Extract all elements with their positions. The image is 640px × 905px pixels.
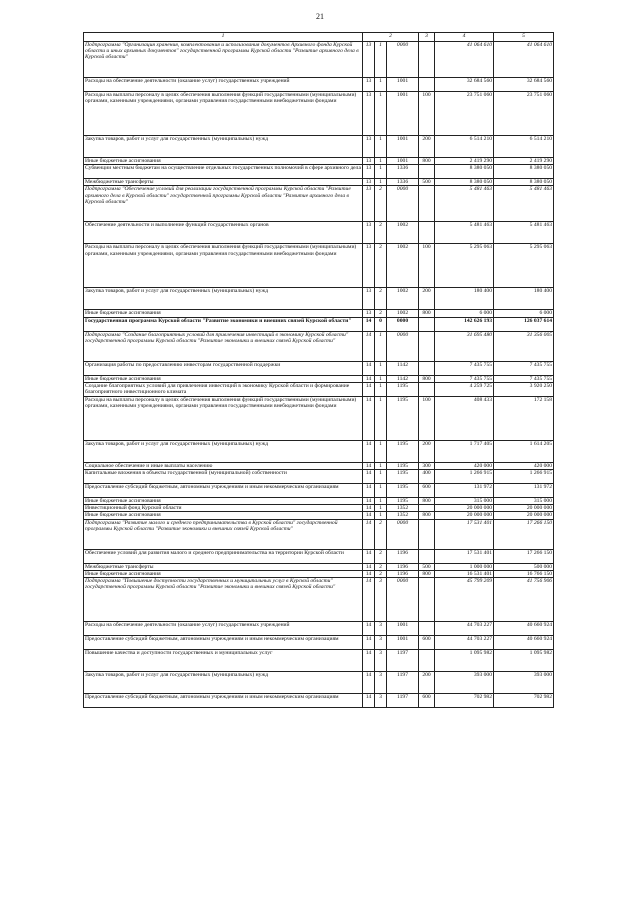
row-name: Организация работы по предоставлению инвесторам государственной поддержки [84,361,363,375]
row-amount-year-1: 23 751 060 [435,92,494,136]
row-direction-code: 1196 [387,563,419,570]
row-subprogram-code: 1 [375,361,387,375]
row-expense-type: 800 [419,158,435,165]
row-program-code: 14 [363,440,375,462]
row-subprogram-code: 1 [375,396,387,440]
row-direction-code: 0000 [387,186,419,222]
row-name: Межбюджетные трансферты [84,179,363,186]
row-direction-code: 1195 [387,440,419,462]
row-program-code: 14 [363,578,375,622]
row-amount-year-1: 1 266 915 [435,470,494,484]
row-program-code: 14 [363,375,375,382]
row-expense-type: 200 [419,288,435,310]
row-direction-code: 1197 [387,694,419,708]
row-direction-code: 0000 [387,317,419,331]
table-row [84,498,554,505]
row-amount-year-1: 5 481 463 [435,222,494,244]
row-amount-year-2: 180 400 [494,288,554,310]
row-amount-year-1: 5 295 063 [435,244,494,288]
row-amount-year-1: 408 433 [435,396,494,440]
row-expense-type [419,331,435,361]
row-amount-year-2: 702 982 [494,694,554,708]
page-number: 21 [316,12,324,21]
row-amount-year-1: 31 695 480 [435,331,494,361]
row-direction-code: 1001 [387,158,419,165]
row-direction-code: 1001 [387,92,419,136]
row-name: Иные бюджетные ассигнования [84,498,363,505]
row-direction-code: 0000 [387,331,419,361]
table-row [84,519,554,549]
row-name: Социальное обеспечение и иные выплаты населению [84,462,363,469]
row-name: Закупка товаров, работ и услуг для государственных (муниципальных) нужд [84,288,363,310]
row-subprogram-code: 1 [375,331,387,361]
row-program-code: 13 [363,165,375,179]
row-amount-year-1: 702 982 [435,694,494,708]
row-program-code: 13 [363,186,375,222]
row-subprogram-code: 2 [375,244,387,288]
table-header-row [84,33,554,42]
row-amount-year-1: 17 531 401 [435,549,494,563]
row-expense-type [419,519,435,549]
row-amount-year-1: 32 684 560 [435,78,494,92]
table-row [84,165,554,179]
row-amount-year-2: 5 295 063 [494,244,554,288]
table-row [84,382,554,396]
row-name: Создание благоприятных условий для привлечения инвестиций в экономику Курской области и формирование благоприятного инвестиционного климата [84,382,363,396]
row-amount-year-1: 44 703 227 [435,636,494,650]
row-amount-year-1: 16 531 401 [435,570,494,577]
row-name: Государственная программа Курской области "Развитие экономики и внешних связей Курской области" [84,317,363,331]
table-row [84,158,554,165]
row-program-code: 14 [363,512,375,519]
row-program-code: 13 [363,179,375,186]
row-expense-type: 500 [419,563,435,570]
row-expense-type: 200 [419,440,435,462]
table-row [84,484,554,498]
row-amount-year-1: 5 481 463 [435,186,494,222]
row-subprogram-code: 2 [375,570,387,577]
row-subprogram-code: 2 [375,549,387,563]
row-name: Предоставление субсидий бюджетным, автономным учреждениям и иным некоммерческим организациям [84,484,363,498]
row-amount-year-1: 45 799 209 [435,578,494,622]
row-program-code: 13 [363,78,375,92]
row-amount-year-1: 1 000 000 [435,563,494,570]
row-amount-year-2: 40 660 924 [494,622,554,636]
row-direction-code: 1142 [387,361,419,375]
header-col-3: 3 [419,33,435,42]
row-direction-code: 1336 [387,179,419,186]
row-program-code: 13 [363,244,375,288]
row-direction-code: 1001 [387,78,419,92]
row-expense-type: 400 [419,470,435,484]
row-amount-year-2: 3 920 250 [494,382,554,396]
row-amount-year-2: 8 380 050 [494,165,554,179]
row-subprogram-code: 3 [375,636,387,650]
row-subprogram-code: 1 [375,165,387,179]
table-row [84,636,554,650]
row-name: Предоставление субсидий бюджетным, автономным учреждениям и иным некоммерческим организациям [84,694,363,708]
row-expense-type [419,382,435,396]
row-name: Подпрограмма "Обеспечение условий для реализации государственной программы Курской области "Развитие архивного дела в Курской области" государственной программы Курской области "Развитие архивного дела в Курской области" [84,186,363,222]
row-name: Обеспечение условий для развития малого и среднего предпринимательства на территории Курской области [84,549,363,563]
row-subprogram-code: 0 [375,317,387,331]
row-direction-code: 1195 [387,382,419,396]
row-program-code: 13 [363,42,375,78]
row-name: Предоставление субсидий бюджетным, автономным учреждениям и иным некоммерческим организациям [84,636,363,650]
row-subprogram-code: 1 [375,484,387,498]
row-expense-type: 100 [419,396,435,440]
row-expense-type [419,317,435,331]
table-row [84,375,554,382]
row-expense-type [419,78,435,92]
row-direction-code: 1001 [387,622,419,636]
row-subprogram-code: 3 [375,622,387,636]
row-name: Субвенции местным бюджетам на осуществление отдельных государственных полномочий в сфере архивного дела [84,165,363,179]
row-expense-type: 800 [419,512,435,519]
table-row [84,578,554,622]
row-amount-year-1: 393 000 [435,672,494,694]
row-program-code: 14 [363,331,375,361]
row-expense-type: 600 [419,694,435,708]
row-amount-year-2: 7 435 755 [494,375,554,382]
row-direction-code: 1195 [387,396,419,440]
row-amount-year-2: 17 266 150 [494,519,554,549]
row-name: Закупка товаров, работ и услуг для государственных (муниципальных) нужд [84,440,363,462]
row-direction-code: 1195 [387,484,419,498]
row-expense-type: 100 [419,92,435,136]
row-amount-year-1: 17 531 401 [435,519,494,549]
row-amount-year-2: 1 266 915 [494,470,554,484]
row-program-code: 13 [363,288,375,310]
row-subprogram-code: 1 [375,498,387,505]
row-program-code: 14 [363,636,375,650]
row-name: Повышение качества и доступности государственных и муниципальных услуг [84,650,363,672]
row-amount-year-1: 6 514 210 [435,136,494,158]
table-row [84,512,554,519]
table-row [84,317,554,331]
table-row [84,622,554,636]
row-expense-type: 300 [419,462,435,469]
table-row [84,361,554,375]
row-name: Иные бюджетные ассигнования [84,158,363,165]
row-subprogram-code: 2 [375,288,387,310]
row-program-code: 13 [363,158,375,165]
table-row [84,186,554,222]
row-expense-type [419,222,435,244]
row-amount-year-2: 172 158 [494,396,554,440]
table-row [84,563,554,570]
table-row [84,549,554,563]
row-subprogram-code: 2 [375,310,387,317]
row-name: Подпрограмма "Развитие малого и среднего предпринимательства в Курской области" государственной программы Курской области "Развитие экономики и внешних связей Курской области" [84,519,363,549]
table-row [84,570,554,577]
table-row [84,650,554,672]
table-row [84,505,554,512]
row-amount-year-1: 180 400 [435,288,494,310]
table-row [84,672,554,694]
row-amount-year-2: 41 064 610 [494,42,554,78]
row-direction-code: 1196 [387,570,419,577]
row-name: Подпрограмма "Создание благоприятных условий для привлечения инвестиций в экономику Курской области" государственной программы Курской области "Развитие экономики и внешних связей Курской области" [84,331,363,361]
row-subprogram-code: 2 [375,563,387,570]
table-row [84,462,554,469]
row-direction-code: 0000 [387,578,419,622]
row-name: Иные бюджетные ассигнования [84,570,363,577]
row-amount-year-1: 8 380 050 [435,179,494,186]
row-amount-year-2: 20 000 000 [494,512,554,519]
table-row [84,179,554,186]
row-expense-type: 800 [419,375,435,382]
row-subprogram-code: 2 [375,519,387,549]
row-amount-year-2: 2 419 290 [494,158,554,165]
row-expense-type [419,165,435,179]
table-row [84,310,554,317]
row-expense-type: 100 [419,244,435,288]
row-program-code: 14 [363,462,375,469]
row-amount-year-2: 23 751 060 [494,92,554,136]
row-amount-year-2: 393 000 [494,672,554,694]
row-expense-type: 600 [419,484,435,498]
row-expense-type: 800 [419,570,435,577]
row-program-code: 14 [363,650,375,672]
row-subprogram-code: 1 [375,78,387,92]
row-direction-code: 1352 [387,505,419,512]
row-amount-year-2: 6 000 [494,310,554,317]
row-amount-year-2: 1 095 982 [494,650,554,672]
row-amount-year-2: 8 380 050 [494,179,554,186]
row-amount-year-1: 20 000 000 [435,505,494,512]
row-name: Обеспечение деятельности и выполнение функций государственных органов [84,222,363,244]
header-col-4: 4 [435,33,494,42]
row-amount-year-1: 1 717 405 [435,440,494,462]
row-direction-code: 1352 [387,512,419,519]
row-program-code: 13 [363,310,375,317]
row-expense-type: 800 [419,498,435,505]
row-amount-year-1: 7 435 755 [435,361,494,375]
row-subprogram-code: 3 [375,578,387,622]
row-direction-code: 1002 [387,222,419,244]
row-subprogram-code: 3 [375,650,387,672]
row-program-code: 14 [363,570,375,577]
row-amount-year-2: 7 435 755 [494,361,554,375]
row-program-code: 13 [363,92,375,136]
row-amount-year-2: 40 660 924 [494,636,554,650]
row-subprogram-code: 1 [375,512,387,519]
row-expense-type: 200 [419,136,435,158]
row-direction-code: 1195 [387,462,419,469]
row-expense-type [419,650,435,672]
row-name: Закупка товаров, работ и услуг для государственных (муниципальных) нужд [84,136,363,158]
row-name: Расходы на выплаты персоналу в целях обеспечения выполнения функций государственными (муниципальными) органами, казенными учреждениями, органами управления государственными внебюджетными фондами [84,244,363,288]
row-amount-year-2: 31 356 005 [494,331,554,361]
row-amount-year-1: 7 435 755 [435,375,494,382]
row-expense-type [419,361,435,375]
row-amount-year-1: 2 419 290 [435,158,494,165]
row-amount-year-2: 41 756 906 [494,578,554,622]
table-row [84,440,554,462]
row-direction-code: 1197 [387,650,419,672]
row-program-code: 13 [363,222,375,244]
row-name: Расходы на выплаты персоналу в целях обеспечения выполнения функций государственными (муниципальными) органами, казенными учреждениями, органами управления государственными внебюджетными фондами [84,396,363,440]
row-program-code: 14 [363,382,375,396]
budget-table [83,32,554,708]
row-program-code: 14 [363,396,375,440]
row-expense-type [419,622,435,636]
row-expense-type [419,42,435,78]
table-row [84,92,554,136]
row-program-code: 14 [363,694,375,708]
row-direction-code: 1002 [387,244,419,288]
row-name: Закупка товаров, работ и услуг для государственных (муниципальных) нужд [84,672,363,694]
row-amount-year-2: 16 766 150 [494,570,554,577]
table-row [84,136,554,158]
row-direction-code: 1196 [387,549,419,563]
header-col-1: 1 [84,33,363,42]
row-expense-type: 500 [419,179,435,186]
row-amount-year-1: 142 626 193 [435,317,494,331]
row-name: Межбюджетные трансферты [84,563,363,570]
row-name: Подпрограмма "Организация хранения, комплектования и использования документов Архивного фонда Курской области и иных архивных документов" государственной программы Курской области "Развитие архивного дела в Курской области" [84,42,363,78]
row-direction-code: 1197 [387,672,419,694]
row-direction-code: 1195 [387,470,419,484]
row-name: Расходы на обеспечение деятельности (оказание услуг) государственных учреждений [84,78,363,92]
row-expense-type [419,549,435,563]
row-program-code: 14 [363,361,375,375]
row-amount-year-2: 17 266 150 [494,549,554,563]
row-direction-code: 1195 [387,498,419,505]
row-amount-year-2: 5 481 463 [494,222,554,244]
row-subprogram-code: 1 [375,382,387,396]
row-program-code: 14 [363,563,375,570]
row-program-code: 13 [363,136,375,158]
row-expense-type [419,505,435,512]
row-name: Иные бюджетные ассигнования [84,512,363,519]
row-program-code: 14 [363,498,375,505]
row-program-code: 14 [363,317,375,331]
row-amount-year-2: 420 000 [494,462,554,469]
row-subprogram-code: 1 [375,158,387,165]
row-amount-year-2: 131 972 [494,484,554,498]
table-row [84,331,554,361]
row-amount-year-1: 6 000 [435,310,494,317]
row-program-code: 14 [363,519,375,549]
row-direction-code: 0000 [387,42,419,78]
row-name: Иные бюджетные ассигнования [84,310,363,317]
row-name: Подпрограмма "Повышение доступности государственных и муниципальных услуг в Курской области" государственной программы Курской области "Развитие экономики и внешних связей Курской области" [84,578,363,622]
row-amount-year-2: 6 514 210 [494,136,554,158]
row-subprogram-code: 1 [375,505,387,512]
row-program-code: 14 [363,505,375,512]
row-subprogram-code: 1 [375,179,387,186]
row-direction-code: 0000 [387,519,419,549]
row-direction-code: 1142 [387,375,419,382]
row-subprogram-code: 2 [375,186,387,222]
row-amount-year-2: 20 000 000 [494,505,554,512]
row-direction-code: 1002 [387,288,419,310]
row-program-code: 14 [363,622,375,636]
row-expense-type: 200 [419,672,435,694]
table-row [84,288,554,310]
row-amount-year-2: 500 000 [494,563,554,570]
row-amount-year-2: 5 481 463 [494,186,554,222]
row-amount-year-1: 20 000 000 [435,512,494,519]
row-program-code: 14 [363,484,375,498]
table-row [84,244,554,288]
table-row [84,222,554,244]
row-expense-type [419,578,435,622]
row-subprogram-code: 1 [375,42,387,78]
table-row [84,694,554,708]
row-expense-type [419,186,435,222]
row-amount-year-1: 315 000 [435,498,494,505]
header-col-5: 5 [494,33,554,42]
row-subprogram-code: 1 [375,375,387,382]
table-row [84,78,554,92]
row-name: Расходы на выплаты персоналу в целях обеспечения выполнения функций государственными (муниципальными) органами, казенными учреждениями, органами управления государственными внебюджетными фондами [84,92,363,136]
row-expense-type: 600 [419,636,435,650]
row-amount-year-1: 44 703 227 [435,622,494,636]
row-subprogram-code: 1 [375,462,387,469]
row-name: Инвестиционный фонд Курской области [84,505,363,512]
row-amount-year-1: 4 259 725 [435,382,494,396]
row-direction-code: 1001 [387,136,419,158]
row-name: Иные бюджетные ассигнования [84,375,363,382]
table-row [84,42,554,78]
row-direction-code: 1002 [387,310,419,317]
row-subprogram-code: 1 [375,440,387,462]
row-direction-code: 1001 [387,636,419,650]
row-amount-year-2: 315 000 [494,498,554,505]
row-amount-year-1: 420 000 [435,462,494,469]
header-col-2: 2 [363,33,419,42]
row-subprogram-code: 3 [375,694,387,708]
table-row [84,470,554,484]
row-name: Расходы на обеспечение деятельности (оказание услуг) государственных учреждений [84,622,363,636]
row-subprogram-code: 3 [375,672,387,694]
row-program-code: 14 [363,549,375,563]
row-direction-code: 1336 [387,165,419,179]
row-subprogram-code: 2 [375,222,387,244]
row-amount-year-1: 41 064 610 [435,42,494,78]
row-program-code: 14 [363,470,375,484]
row-amount-year-2: 126 037 614 [494,317,554,331]
row-amount-year-2: 32 684 560 [494,78,554,92]
row-subprogram-code: 1 [375,92,387,136]
row-amount-year-1: 8 380 050 [435,165,494,179]
row-expense-type: 800 [419,310,435,317]
row-name: Капитальные вложения в объекты государственной (муниципальной) собственности [84,470,363,484]
row-amount-year-2: 1 614 205 [494,440,554,462]
row-program-code: 14 [363,672,375,694]
row-subprogram-code: 1 [375,136,387,158]
row-subprogram-code: 1 [375,470,387,484]
row-amount-year-1: 1 095 982 [435,650,494,672]
table-row [84,396,554,440]
row-amount-year-1: 131 972 [435,484,494,498]
